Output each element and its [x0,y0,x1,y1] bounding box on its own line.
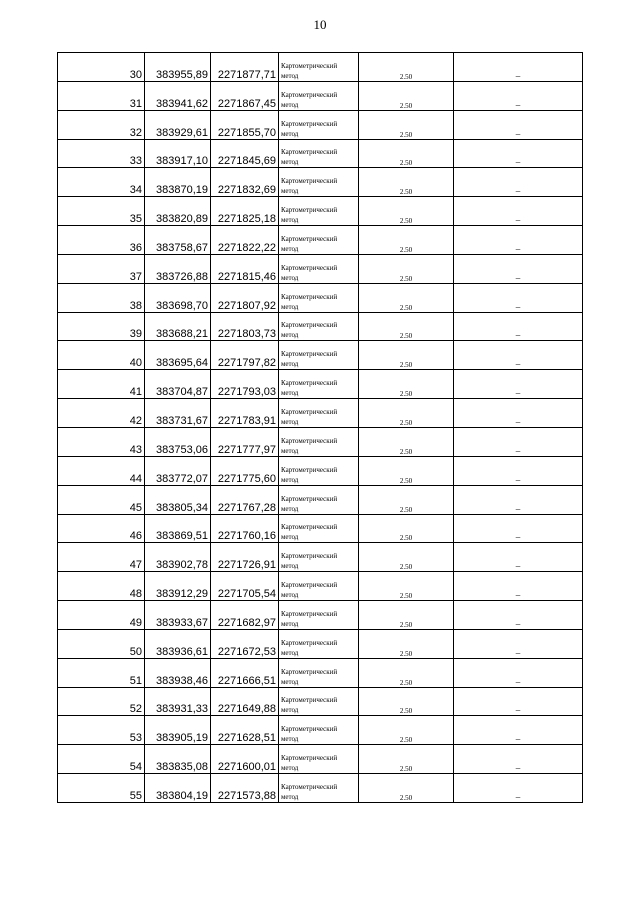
empty-value-cell: – [454,514,583,543]
y-coordinate-cell: 2271760,16 [211,514,279,543]
empty-value-cell: – [454,53,583,82]
empty-value-cell: – [454,139,583,168]
x-coordinate-cell: 383695,64 [145,341,211,370]
empty-value-cell: – [454,774,583,803]
method-cell: Картометрический метод [279,774,359,803]
y-coordinate-cell: 2271797,82 [211,341,279,370]
point-number-cell: 54 [58,745,145,774]
method-cell: Картометрический метод [279,312,359,341]
accuracy-cell: 2.50 [359,53,454,82]
accuracy-cell: 2.50 [359,197,454,226]
table-row [58,81,583,110]
empty-value-cell: – [454,572,583,601]
point-number-cell: 39 [58,312,145,341]
point-number-cell: 33 [58,139,145,168]
x-coordinate-cell: 383941,62 [145,81,211,110]
accuracy-cell: 2.50 [359,456,454,485]
table-row [58,601,583,630]
x-coordinate-cell: 383869,51 [145,514,211,543]
empty-value-cell: – [454,427,583,456]
point-number-cell: 43 [58,427,145,456]
point-number-cell: 42 [58,399,145,428]
coordinates-table [57,52,583,803]
table-row [58,427,583,456]
table-row [58,485,583,514]
table-row [58,226,583,255]
y-coordinate-cell: 2271666,51 [211,658,279,687]
x-coordinate-cell: 383933,67 [145,601,211,630]
method-cell: Картометрический метод [279,543,359,572]
method-cell: Картометрический метод [279,485,359,514]
x-coordinate-cell: 383804,19 [145,774,211,803]
empty-value-cell: – [454,456,583,485]
empty-value-cell: – [454,687,583,716]
point-number-cell: 37 [58,254,145,283]
y-coordinate-cell: 2271832,69 [211,168,279,197]
x-coordinate-cell: 383917,10 [145,139,211,168]
method-cell: Картометрический метод [279,514,359,543]
y-coordinate-cell: 2271783,91 [211,399,279,428]
accuracy-cell: 2.50 [359,485,454,514]
method-cell: Картометрический метод [279,601,359,630]
method-cell: Картометрический метод [279,572,359,601]
point-number-cell: 31 [58,81,145,110]
point-number-cell: 38 [58,283,145,312]
accuracy-cell: 2.50 [359,658,454,687]
point-number-cell: 47 [58,543,145,572]
point-number-cell: 45 [58,485,145,514]
point-number-cell: 48 [58,572,145,601]
x-coordinate-cell: 383936,61 [145,629,211,658]
table-row [58,341,583,370]
y-coordinate-cell: 2271803,73 [211,312,279,341]
empty-value-cell: – [454,485,583,514]
empty-value-cell: – [454,601,583,630]
y-coordinate-cell: 2271726,91 [211,543,279,572]
accuracy-cell: 2.50 [359,139,454,168]
point-number-cell: 46 [58,514,145,543]
accuracy-cell: 2.50 [359,427,454,456]
method-cell: Картометрический метод [279,53,359,82]
point-number-cell: 52 [58,687,145,716]
y-coordinate-cell: 2271877,71 [211,53,279,82]
y-coordinate-cell: 2271573,88 [211,774,279,803]
x-coordinate-cell: 383902,78 [145,543,211,572]
accuracy-cell: 2.50 [359,254,454,283]
empty-value-cell: – [454,254,583,283]
empty-value-cell: – [454,110,583,139]
method-cell: Картометрический метод [279,226,359,255]
y-coordinate-cell: 2271815,46 [211,254,279,283]
page-number: 10 [313,17,327,32]
accuracy-cell: 2.50 [359,312,454,341]
point-number-cell: 30 [58,53,145,82]
table-row [58,543,583,572]
table-row [58,399,583,428]
empty-value-cell: – [454,543,583,572]
y-coordinate-cell: 2271807,92 [211,283,279,312]
x-coordinate-cell: 383688,21 [145,312,211,341]
table-row [58,572,583,601]
accuracy-cell: 2.50 [359,514,454,543]
empty-value-cell: – [454,197,583,226]
method-cell: Картометрический метод [279,254,359,283]
x-coordinate-cell: 383731,67 [145,399,211,428]
accuracy-cell: 2.50 [359,341,454,370]
table-row [58,53,583,82]
empty-value-cell: – [454,341,583,370]
table-row [58,514,583,543]
accuracy-cell: 2.50 [359,629,454,658]
method-cell: Картометрический метод [279,427,359,456]
y-coordinate-cell: 2271628,51 [211,716,279,745]
table-row [58,110,583,139]
accuracy-cell: 2.50 [359,110,454,139]
method-cell: Картометрический метод [279,283,359,312]
accuracy-cell: 2.50 [359,370,454,399]
y-coordinate-cell: 2271825,18 [211,197,279,226]
point-number-cell: 35 [58,197,145,226]
method-cell: Картометрический метод [279,687,359,716]
y-coordinate-cell: 2271600,01 [211,745,279,774]
x-coordinate-cell: 383753,06 [145,427,211,456]
table-row [58,716,583,745]
accuracy-cell: 2.50 [359,716,454,745]
accuracy-cell: 2.50 [359,81,454,110]
empty-value-cell: – [454,716,583,745]
y-coordinate-cell: 2271682,97 [211,601,279,630]
point-number-cell: 53 [58,716,145,745]
accuracy-cell: 2.50 [359,226,454,255]
x-coordinate-cell: 383758,67 [145,226,211,255]
empty-value-cell: – [454,168,583,197]
accuracy-cell: 2.50 [359,399,454,428]
x-coordinate-cell: 383912,29 [145,572,211,601]
method-cell: Картометрический метод [279,456,359,485]
table-row [58,658,583,687]
x-coordinate-cell: 383726,88 [145,254,211,283]
method-cell: Картометрический метод [279,629,359,658]
table-row [58,312,583,341]
y-coordinate-cell: 2271822,22 [211,226,279,255]
accuracy-cell: 2.50 [359,572,454,601]
x-coordinate-cell: 383835,08 [145,745,211,774]
x-coordinate-cell: 383905,19 [145,716,211,745]
x-coordinate-cell: 383698,70 [145,283,211,312]
y-coordinate-cell: 2271705,54 [211,572,279,601]
table-row [58,197,583,226]
y-coordinate-cell: 2271793,03 [211,370,279,399]
accuracy-cell: 2.50 [359,687,454,716]
method-cell: Картометрический метод [279,745,359,774]
point-number-cell: 41 [58,370,145,399]
table-body [58,53,583,803]
method-cell: Картометрический метод [279,139,359,168]
y-coordinate-cell: 2271845,69 [211,139,279,168]
point-number-cell: 36 [58,226,145,255]
accuracy-cell: 2.50 [359,601,454,630]
table-row [58,370,583,399]
method-cell: Картометрический метод [279,341,359,370]
x-coordinate-cell: 383820,89 [145,197,211,226]
empty-value-cell: – [454,399,583,428]
x-coordinate-cell: 383805,34 [145,485,211,514]
table-row [58,456,583,485]
method-cell: Картометрический метод [279,110,359,139]
empty-value-cell: – [454,226,583,255]
x-coordinate-cell: 383931,33 [145,687,211,716]
y-coordinate-cell: 2271777,97 [211,427,279,456]
empty-value-cell: – [454,312,583,341]
point-number-cell: 44 [58,456,145,485]
method-cell: Картометрический метод [279,658,359,687]
empty-value-cell: – [454,629,583,658]
table-row [58,745,583,774]
accuracy-cell: 2.50 [359,774,454,803]
point-number-cell: 49 [58,601,145,630]
y-coordinate-cell: 2271855,70 [211,110,279,139]
table-row [58,687,583,716]
table-row [58,283,583,312]
x-coordinate-cell: 383938,46 [145,658,211,687]
method-cell: Картометрический метод [279,399,359,428]
point-number-cell: 55 [58,774,145,803]
empty-value-cell: – [454,745,583,774]
method-cell: Картометрический метод [279,81,359,110]
point-number-cell: 40 [58,341,145,370]
y-coordinate-cell: 2271649,88 [211,687,279,716]
method-cell: Картометрический метод [279,168,359,197]
y-coordinate-cell: 2271867,45 [211,81,279,110]
x-coordinate-cell: 383955,89 [145,53,211,82]
empty-value-cell: – [454,658,583,687]
accuracy-cell: 2.50 [359,745,454,774]
table-row [58,254,583,283]
accuracy-cell: 2.50 [359,543,454,572]
table-row [58,629,583,658]
method-cell: Картометрический метод [279,716,359,745]
empty-value-cell: – [454,370,583,399]
point-number-cell: 50 [58,629,145,658]
table-row [58,774,583,803]
table-row [58,168,583,197]
point-number-cell: 51 [58,658,145,687]
y-coordinate-cell: 2271767,28 [211,485,279,514]
method-cell: Картометрический метод [279,197,359,226]
y-coordinate-cell: 2271672,53 [211,629,279,658]
x-coordinate-cell: 383772,07 [145,456,211,485]
table-row [58,139,583,168]
empty-value-cell: – [454,81,583,110]
x-coordinate-cell: 383704,87 [145,370,211,399]
method-cell: Картометрический метод [279,370,359,399]
x-coordinate-cell: 383870,19 [145,168,211,197]
y-coordinate-cell: 2271775,60 [211,456,279,485]
point-number-cell: 32 [58,110,145,139]
point-number-cell: 34 [58,168,145,197]
empty-value-cell: – [454,283,583,312]
x-coordinate-cell: 383929,61 [145,110,211,139]
accuracy-cell: 2.50 [359,168,454,197]
accuracy-cell: 2.50 [359,283,454,312]
